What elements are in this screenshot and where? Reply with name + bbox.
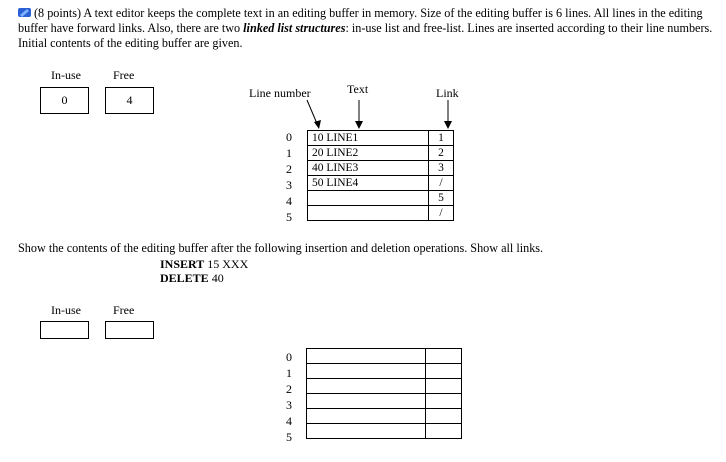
row-number: 5 xyxy=(286,430,292,444)
text-cell: 40 LINE3 xyxy=(308,161,429,176)
link-cell: 1 xyxy=(429,131,454,146)
link-cell[interactable] xyxy=(426,379,462,394)
text-cell[interactable] xyxy=(307,364,426,379)
text-cell[interactable] xyxy=(307,379,426,394)
link-header: Link xyxy=(436,86,459,100)
row-number: 4 xyxy=(286,414,292,428)
operation-name: INSERT xyxy=(160,257,205,271)
question-points: (8 points) xyxy=(34,6,82,20)
text-arrow-icon xyxy=(353,98,365,132)
text-cell[interactable] xyxy=(307,424,426,439)
table-row xyxy=(307,424,462,439)
table-row xyxy=(307,364,462,379)
table-row xyxy=(307,379,462,394)
answer-buffer-table xyxy=(306,348,462,439)
question-text-2: : in-use list and free-list. Lines are inserted according to their line numbers. Initial contents of the editing buffer are given. xyxy=(18,21,713,50)
row-number: 3 xyxy=(286,398,292,412)
answer-free-label: Free xyxy=(113,303,135,317)
table-row xyxy=(308,131,454,146)
operation-arg: 15 XXX xyxy=(204,257,249,271)
table-row xyxy=(307,394,462,409)
link-cell: / xyxy=(429,176,454,191)
link-cell[interactable] xyxy=(426,424,462,439)
row-number: 5 xyxy=(286,210,292,224)
link-cell[interactable] xyxy=(426,364,462,379)
answer-inuse-label: In-use xyxy=(51,303,81,317)
link-cell[interactable] xyxy=(426,409,462,424)
line-number-arrow-icon xyxy=(305,98,325,132)
initial-buffer-table xyxy=(307,130,454,221)
table-row xyxy=(307,409,462,424)
table-row xyxy=(308,146,454,161)
instruction-text: Show the contents of the editing buffer after the following insertion and deletion operations. Show all links. xyxy=(18,241,544,255)
text-cell: 50 LINE4 xyxy=(308,176,429,191)
operation-arg: 40 xyxy=(208,271,224,285)
text-cell[interactable] xyxy=(307,409,426,424)
initial-free-box: 4 xyxy=(105,87,154,114)
row-number: 1 xyxy=(286,146,292,160)
table-row xyxy=(307,349,462,364)
initial-inuse-box: 0 xyxy=(40,87,89,114)
link-cell: 2 xyxy=(429,146,454,161)
question-emphasis: linked list structures xyxy=(243,21,346,35)
pencil-icon xyxy=(18,7,31,18)
question-text-1: A text editor keeps the complete text in an editing buffer in memory. Size of the editing buffer is 6 lines. All lines in the editing buffer have forward links. Also, there are two xyxy=(18,6,703,35)
operation-delete xyxy=(160,271,224,285)
initial-free-label: Free xyxy=(113,68,135,82)
text-cell: 20 LINE2 xyxy=(308,146,429,161)
link-cell: 5 xyxy=(429,191,454,206)
row-number: 1 xyxy=(286,366,292,380)
answer-inuse-box[interactable] xyxy=(40,321,89,339)
link-arrow-icon xyxy=(442,98,454,132)
link-cell[interactable] xyxy=(426,394,462,409)
line-number-header: Line number xyxy=(249,86,311,100)
row-number: 2 xyxy=(286,382,292,396)
text-cell[interactable] xyxy=(307,394,426,409)
row-number: 4 xyxy=(286,194,292,208)
link-cell: / xyxy=(429,206,454,221)
text-cell xyxy=(308,191,429,206)
initial-inuse-label: In-use xyxy=(51,68,81,82)
text-cell xyxy=(308,206,429,221)
operation-name: DELETE xyxy=(160,271,209,285)
operation-insert xyxy=(160,257,248,271)
text-cell: 10 LINE1 xyxy=(308,131,429,146)
link-cell[interactable] xyxy=(426,349,462,364)
text-header: Text xyxy=(347,82,369,96)
question-paragraph xyxy=(18,6,718,51)
table-row xyxy=(308,206,454,221)
link-cell: 3 xyxy=(429,161,454,176)
row-number: 2 xyxy=(286,162,292,176)
row-number: 3 xyxy=(286,178,292,192)
row-number: 0 xyxy=(286,130,292,144)
text-cell[interactable] xyxy=(307,349,426,364)
table-row xyxy=(308,176,454,191)
answer-free-box[interactable] xyxy=(105,321,154,339)
table-row xyxy=(308,161,454,176)
table-row xyxy=(308,191,454,206)
row-number: 0 xyxy=(286,350,292,364)
